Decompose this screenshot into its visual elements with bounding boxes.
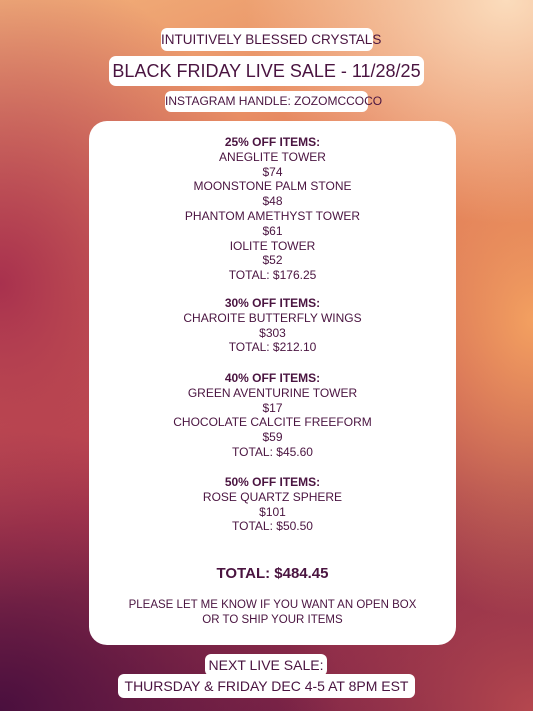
next-sale-dates: THURSDAY & FRIDAY DEC 4-5 AT 8PM EST: [118, 674, 415, 698]
item-name: PHANTOM AMETHYST TOWER: [184, 208, 361, 223]
item-price: $48: [262, 194, 283, 209]
item-name: GREEN AVENTURINE TOWER: [187, 385, 358, 400]
item-price: $303: [259, 325, 286, 340]
item-name: ROSE QUARTZ SPHERE: [202, 489, 343, 504]
section-heading: 50% OFF ITEMS:: [224, 475, 321, 489]
note-line: PLEASE LET ME KNOW IF YOU WANT AN OPEN BOX: [128, 599, 417, 611]
item-name: IOLITE TOWER: [229, 238, 316, 253]
discount-section-50: [89, 475, 456, 534]
item-price: $61: [262, 223, 283, 238]
section-heading: 25% OFF ITEMS:: [224, 135, 321, 149]
item-list-card: [89, 121, 456, 645]
section-total: TOTAL: $50.50: [232, 519, 313, 534]
item-name: CHOCOLATE CALCITE FREEFORM: [173, 415, 372, 430]
item-name: MOONSTONE PALM STONE: [193, 179, 352, 194]
item-name: ANEGLITE TOWER: [219, 149, 326, 164]
item-name: CHAROITE BUTTERFLY WINGS: [183, 310, 362, 325]
brand-label: INTUITIVELY BLESSED CRYSTALS: [161, 28, 373, 51]
item-price: $74: [262, 164, 283, 179]
discount-section-40: [89, 371, 456, 460]
discount-section-25: [89, 135, 456, 283]
next-sale-label: NEXT LIVE SALE:: [205, 654, 327, 676]
shipping-note: [89, 598, 456, 628]
instagram-handle: INSTAGRAM HANDLE: ZOZOMCCOCO: [165, 91, 368, 112]
note-line: OR TO SHIP YOUR ITEMS: [202, 614, 343, 626]
section-total: TOTAL: $176.25: [228, 268, 317, 283]
item-price: $17: [262, 400, 283, 415]
item-price: $52: [262, 253, 283, 268]
item-price: $59: [262, 430, 283, 445]
section-total: TOTAL: $212.10: [228, 340, 317, 355]
section-heading: 40% OFF ITEMS:: [224, 371, 321, 385]
discount-section-30: [89, 296, 456, 355]
sale-headline: BLACK FRIDAY LIVE SALE - 11/28/25: [109, 56, 424, 86]
item-price: $101: [259, 504, 286, 519]
section-total: TOTAL: $45.60: [232, 444, 313, 459]
grand-total: TOTAL: $484.45: [216, 565, 329, 582]
section-heading: 30% OFF ITEMS:: [224, 296, 321, 310]
